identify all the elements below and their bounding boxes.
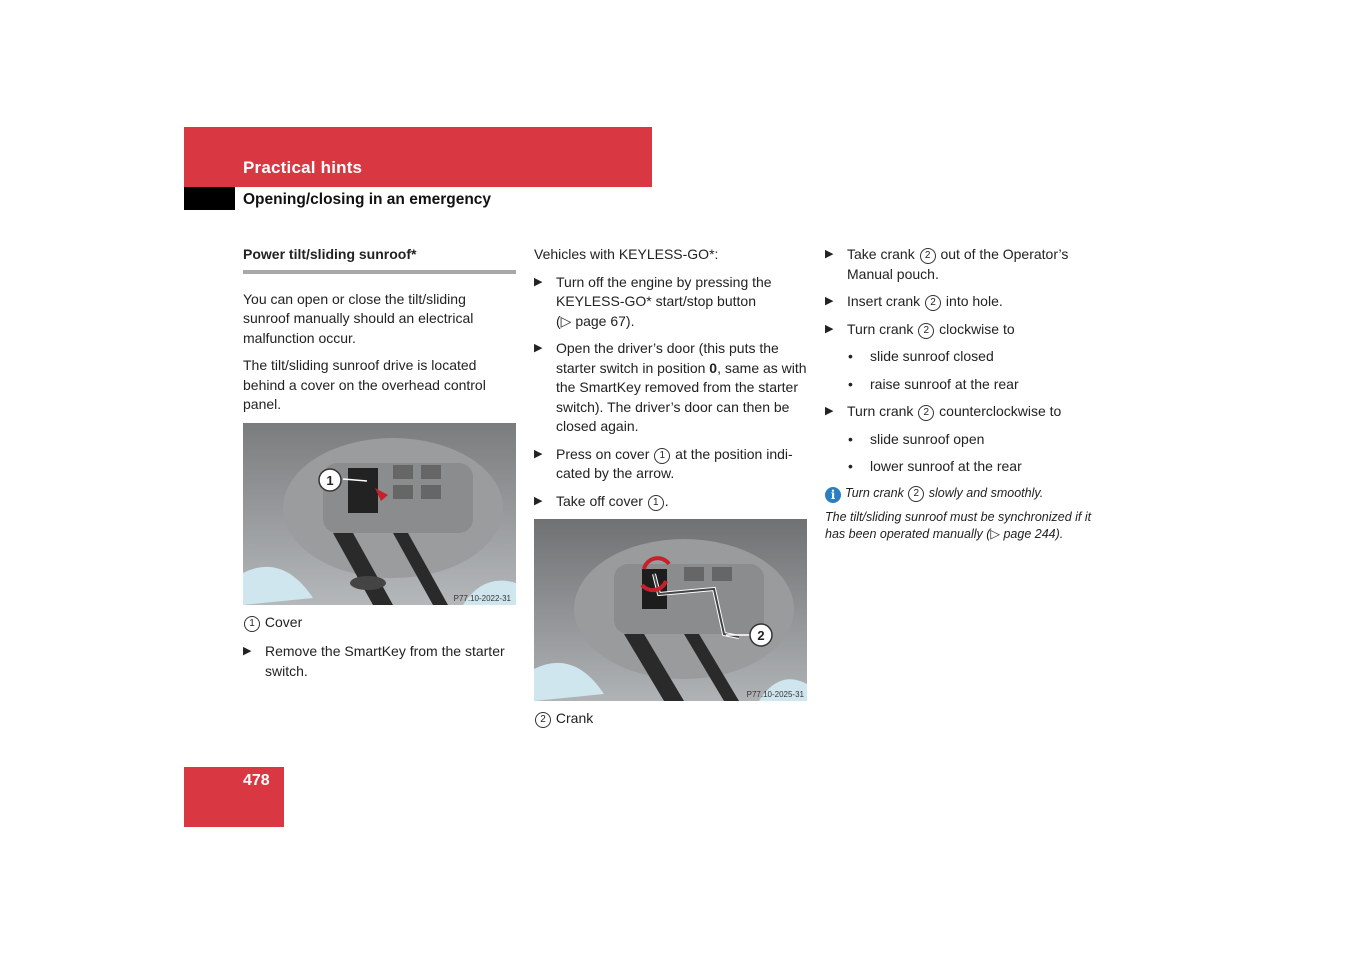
column-2: [534, 245, 807, 739]
note-text: Turn crank: [845, 485, 908, 500]
header-band: [184, 127, 652, 187]
info-note-text: The tilt/sliding sunroof must be synchronized if it has been operated manually (▷ page 244).: [825, 509, 1092, 541]
paragraph: You can open or close the tilt/sliding sunroof manually should an electrical malfunction occur.: [243, 290, 474, 346]
triangle-right-icon: ▶: [534, 447, 543, 460]
sub-item-text: raise sunroof at the rear: [870, 375, 1019, 392]
bullet-dot-icon: •: [848, 348, 853, 364]
column-1: [243, 245, 516, 689]
triangle-right-icon: ▶: [534, 342, 543, 354]
step-text: Turn crank: [847, 320, 918, 337]
step-text: , same as with the SmartKey removed from the starter switch). The driver’s door can then be closed again.: [556, 359, 807, 434]
sub-list-item: [825, 375, 1100, 395]
step-text: Turn off the engine by pressing the KEYLESS-GO* start/stop button: [556, 273, 772, 309]
triangle-right-icon: ▶: [534, 494, 543, 507]
figure-code: P77.10-2022-31: [453, 593, 511, 603]
figure-code: P77.10-2025-31: [746, 690, 804, 699]
step-text: Turn crank: [847, 403, 918, 419]
callout-number: 1: [326, 472, 334, 488]
caption-text: Crank: [555, 710, 594, 726]
sub-list-item: [825, 347, 1100, 367]
step-text: out of the Operator’s Manual pouch.: [847, 246, 1069, 282]
position-value: 0: [709, 359, 718, 376]
instruction-step: [825, 292, 1100, 312]
section-heading: Power tilt/sliding sunroof*: [243, 246, 417, 262]
callout-number: 2: [920, 248, 936, 264]
step-text: Open the driver’s door (this puts the starter switch in position: [556, 340, 779, 376]
callout-number: 2: [918, 405, 934, 421]
caption-text: Cover: [264, 613, 303, 630]
paragraph: Vehicles with KEYLESS-GO*:: [534, 246, 719, 262]
heading-rule: [243, 270, 516, 274]
instruction-step: [825, 320, 1100, 340]
column-3: [825, 245, 1100, 543]
callout-number: 1: [648, 495, 664, 511]
triangle-right-icon: ▶: [825, 248, 834, 260]
instruction-step: [534, 273, 807, 332]
step-text: Insert crank: [847, 293, 925, 309]
sub-list-item: [825, 430, 1100, 450]
info-note: [825, 485, 1100, 503]
instruction-step: [825, 402, 1100, 422]
step-text: into hole.: [942, 293, 1003, 309]
page-reference: (▷ page 67).: [556, 312, 635, 329]
step-text: Take crank: [847, 246, 919, 262]
step-text: clockwise to: [935, 320, 1015, 337]
sub-item-text: slide sunroof closed: [870, 348, 994, 364]
triangle-right-icon: ▶: [243, 645, 252, 657]
instruction-step: [534, 445, 807, 484]
step-text: Remove the SmartKey from the starter switch.: [265, 643, 505, 679]
triangle-right-icon: ▶: [825, 295, 834, 307]
callout-number: 2: [925, 295, 941, 311]
callout-number: 1: [244, 616, 260, 632]
bullet-dot-icon: •: [848, 430, 853, 447]
step-text: at the position indi-cated by the arrow.: [556, 445, 793, 481]
figure-caption: [534, 709, 807, 729]
sub-item-text: lower sunroof at the rear: [870, 458, 1022, 474]
instruction-step: [534, 339, 807, 437]
sub-item-text: slide sunroof open: [870, 430, 985, 447]
note-text: slowly and smoothly.: [925, 485, 1044, 500]
paragraph: The tilt/sliding sunroof drive is located behind a cover on the overhead control panel.: [243, 357, 486, 412]
callout-number: 2: [535, 712, 551, 728]
step-text: .: [664, 492, 669, 509]
step-text: counterclockwise to: [935, 403, 1062, 419]
bullet-dot-icon: •: [848, 375, 853, 392]
figure-caption: [243, 613, 516, 633]
triangle-right-icon: ▶: [825, 322, 834, 335]
instruction-step: [825, 245, 1100, 284]
triangle-right-icon: ▶: [534, 275, 543, 288]
bullet-dot-icon: •: [848, 458, 853, 474]
callout-number: 2: [918, 323, 934, 339]
callout-number: 2: [908, 486, 924, 502]
triangle-right-icon: ▶: [825, 405, 834, 417]
sub-list-item: [825, 457, 1100, 477]
step-text: Press on cover: [556, 445, 654, 462]
step-text: Take off cover: [556, 492, 647, 509]
crank-inserted-photo: [534, 519, 807, 701]
callout-number: 1: [654, 448, 670, 464]
instruction-step: [534, 492, 807, 512]
section-tab-marker: [184, 187, 235, 210]
overhead-panel-cover-photo: [243, 423, 516, 605]
chapter-title: Practical hints: [243, 158, 363, 177]
info-icon: i: [825, 487, 841, 503]
callout-number: 2: [757, 628, 765, 643]
section-subtitle: Opening/closing in an emergency: [243, 191, 492, 208]
instruction-step: [243, 642, 516, 681]
page-number: 478: [243, 772, 270, 789]
